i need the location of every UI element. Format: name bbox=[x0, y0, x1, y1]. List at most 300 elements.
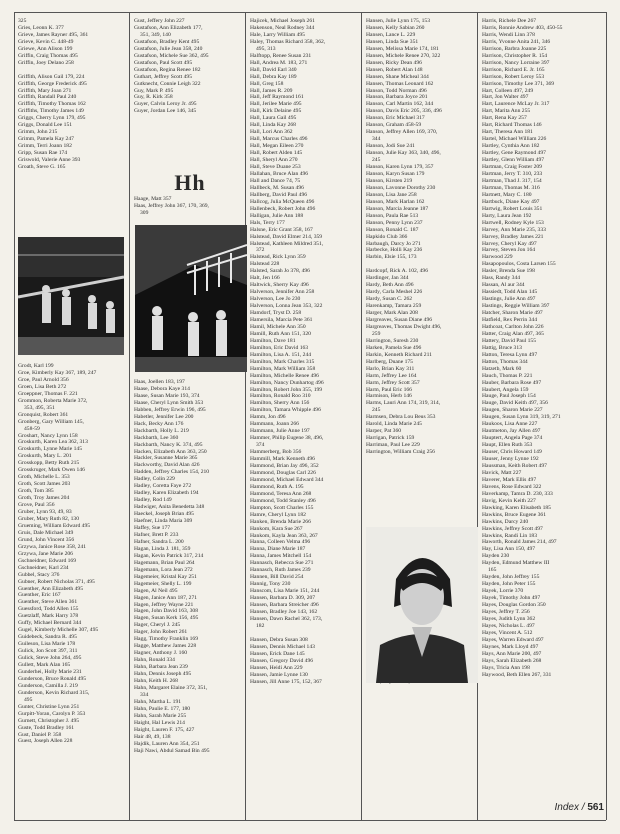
index-entry: Harlberg, Duane 175 bbox=[366, 358, 413, 365]
index-entry: 325 bbox=[18, 18, 27, 24]
index-entry: Hamilton, Mark Charles 315 bbox=[250, 358, 315, 365]
index-entry: Harris, Yvonne Anita 241, 346 bbox=[482, 38, 551, 45]
index-entry: Groth, Tom 385 bbox=[18, 488, 54, 495]
index-entry: Groshart, Nancy Lynn 158 bbox=[18, 432, 78, 439]
index-entry: Gustafson, Julie Jean 358, 240 bbox=[134, 45, 203, 52]
index-entry: Hartley, Glenn William 497 bbox=[482, 157, 545, 164]
index-entry: Hansen, Lance L. 229 bbox=[366, 31, 416, 38]
index-entry: Hayek, Lorrie 370 bbox=[482, 588, 524, 595]
index-entry: Grommon, Roberta Marie 372, bbox=[18, 397, 88, 404]
index-entry: Hapkido Club 366 bbox=[366, 233, 408, 240]
index-entry: Hallcog, Julia McQueen 496 bbox=[250, 198, 315, 205]
index-entry: Gustafson, Regina Renee 182 bbox=[134, 66, 201, 73]
index-entry: Hanson, Davis Eric 205, 336, 496 bbox=[366, 108, 442, 115]
index-entry: Hartel, Michael William 226 bbox=[482, 136, 547, 143]
index-entry: Havens, Rose Edward 322 bbox=[482, 483, 542, 490]
index-entry bbox=[18, 67, 130, 74]
index-entry: Hansen, Michele Renee 270, 322 bbox=[366, 52, 441, 59]
index-entry: Hanson, Penny Lynn 237 bbox=[366, 219, 423, 226]
index-entry: Harkin, Kenneth Richard 211 bbox=[366, 351, 432, 358]
footer-label: Index / bbox=[554, 802, 585, 813]
index-entry: Griggs, Cherry Lynn 179, 495 bbox=[18, 115, 86, 122]
index-entry: Hahn, Sarah Marie 255 bbox=[134, 712, 187, 719]
index-entry: Gustafson, Ann Elizabeth 177, bbox=[134, 24, 203, 31]
index-entry: Gunderson, Kevin Richard 315, bbox=[18, 689, 90, 696]
index-entry: Hatter, Craig Alan 497, 365 bbox=[482, 330, 544, 337]
index-entry: 165 bbox=[488, 567, 497, 574]
index-entry: Gries, Leonn K. 377 bbox=[18, 24, 64, 31]
index-entry: Hardcopf, Rick A. 102, 496 bbox=[366, 268, 428, 275]
index-entry: Gubner, Robert Nicholas 371, 495 bbox=[18, 578, 95, 585]
index-entry: Habetler, Jennifer Lee 200 bbox=[134, 413, 194, 420]
index-entry: Guyer, Jordan Lee 146, 345 bbox=[134, 108, 197, 115]
index-entry: Groen, Lisa Beth 272 bbox=[18, 383, 67, 390]
index-entry: Halstead, Rick Lynn 359 bbox=[250, 254, 306, 261]
index-entry: Groth, Scott James 203 bbox=[18, 481, 71, 488]
index-entry: Hass, Randy 344 bbox=[482, 275, 521, 282]
index-entry: Hayden, John Peter 155 bbox=[482, 581, 536, 588]
index-entry: Gunderhei, Holly Marie 231 bbox=[18, 668, 82, 675]
index-entry: Hatton, Teresa Lynn 497 bbox=[482, 351, 538, 358]
index-entry: Halsted, Sarah Jo 378, 496 bbox=[250, 268, 310, 275]
index-entry: Hayes, Warren Edward 497 bbox=[482, 636, 544, 643]
index-entry: Haugen, Susan Lynn 319, 319, 271 bbox=[482, 414, 561, 421]
index-entry: Griffith, Mary Joan 271 bbox=[18, 87, 72, 94]
index-entry: Hartley, Cynthia Ann 182 bbox=[482, 143, 540, 150]
index-entry: Hahn, Ronald 334 bbox=[134, 657, 175, 664]
index-entry: Hastings, Julie Ann 497 bbox=[482, 296, 536, 303]
index-entry: Hansen, Jamie Lynne 130 bbox=[250, 671, 308, 678]
index-entry: Hansen, Ricky Dean 496 bbox=[366, 59, 422, 66]
index-entry: Harrison, Richard E. Jr. 165 bbox=[482, 66, 545, 73]
index-entry: Hagan, Linda J. 181, 359 bbox=[134, 545, 191, 552]
index-entry: Hayes, Douglas Gordon 350 bbox=[482, 602, 546, 609]
index-entry: Hawkins, Darcy 240 bbox=[482, 518, 529, 525]
index-entry: Gugel, Kimberly Michelle 307, 495 bbox=[18, 627, 99, 634]
index-entry: Hansen, Shane Micheal 344 bbox=[366, 73, 429, 80]
index-entry: Hamilton, Nancy Dunhartog 496 bbox=[250, 379, 324, 386]
index-entry: Haefner, Linda Maria 309 bbox=[134, 518, 193, 525]
index-entry: Haase, Susan Marie 193, 374 bbox=[134, 392, 200, 399]
index-entry bbox=[366, 463, 478, 470]
index-entry: Griffith, Alison Gail 179, 224 bbox=[18, 73, 85, 80]
index-entry: 309 bbox=[140, 209, 149, 216]
index-entry: Hardinger, Jan 344 bbox=[366, 275, 409, 282]
index-entry: Hackbarth, Holly L. 219 bbox=[134, 427, 189, 434]
index-entry: Hamilton, Sherry Ann 156 bbox=[250, 400, 310, 407]
column-divider bbox=[606, 12, 607, 820]
index-entry: Hart, Richard Thomas 146 bbox=[482, 122, 542, 129]
index-entry: Hasler, Brenda Sue 198 bbox=[482, 268, 535, 275]
index-entry: Harwood 229 bbox=[482, 254, 513, 261]
index-entry: Hart, Rena Kay 257 bbox=[482, 115, 527, 122]
index-entry: Hafner, Sandra L. 200 bbox=[134, 538, 184, 545]
index-entry: Halligan, Julie Ann 188 bbox=[250, 212, 304, 219]
index-entry: Harmsen, Debra Lou Beus 353 bbox=[366, 414, 436, 421]
index-entry: Hammann, Joann 266 bbox=[250, 421, 299, 428]
index-entry: Grosskruger, Mark Owen 146 bbox=[18, 467, 85, 474]
index-entry: Hayes, Vincent A. 512 bbox=[482, 629, 533, 636]
index-entry: Haverkamp, Tamra D. 230, 333 bbox=[482, 490, 553, 497]
page-footer bbox=[555, 802, 605, 813]
index-entry: Hauser, Chris Howard 149 bbox=[482, 449, 542, 456]
index-entry: Hayden, Edmund Matthew III bbox=[482, 560, 550, 567]
index-entry: Hamdorf, Tryst D. 258 bbox=[250, 310, 302, 317]
index-entry: Griffith, George Frederick 495 bbox=[18, 80, 87, 87]
index-entry: Hardy, Susan C. 262 bbox=[366, 296, 413, 303]
index-entry: Hanson, Ronald C. 187 bbox=[366, 226, 419, 233]
index-entry: Hayes, Nicholas L. 497 bbox=[482, 622, 535, 629]
index-entry: Hay, Lisa Ann 150, 497 bbox=[482, 546, 536, 553]
index-entry: Hansen, Linda Sue 351 bbox=[366, 38, 419, 45]
index-entry: Hamill, Ruth Ann 151, 320 bbox=[250, 330, 311, 337]
index-entry: Griffith, Timothy Thomas 162 bbox=[18, 101, 86, 108]
index-entry: Hamilton, Robert John 355, 199 bbox=[250, 386, 323, 393]
index-entry: Hauber, Barbara Rose 497 bbox=[482, 379, 542, 386]
index-entry: Hartman, Thad J. 317, 154 bbox=[482, 177, 542, 184]
index-entry: Hall, Jeff Raymond 161 bbox=[250, 94, 304, 101]
index-entry: Haley, Thomas Richard 358, 362, bbox=[250, 38, 326, 45]
index-entry: Gustafson, Paul Scott 495 bbox=[134, 59, 193, 66]
index-entry: Hayden, John Jeffrey 155 bbox=[482, 574, 540, 581]
index-entry: Hayden 230 bbox=[482, 553, 510, 560]
index-entry: Hall, Megan Eileen 270 bbox=[250, 143, 304, 150]
index-entry: Hall, Kirk Delaine 495 bbox=[250, 108, 302, 115]
index-entry: Haas, Joellen 183, 197 bbox=[134, 379, 185, 385]
index-entry: Habben, Jeffrey Erwin 196, 495 bbox=[134, 406, 206, 413]
index-entry: Hayes, Judith Lynn 362 bbox=[482, 615, 536, 622]
index-entry: Hatcher, Sharon Marie 497 bbox=[482, 310, 543, 317]
index-entry: Grosskopp, Betty Ruth 215 bbox=[18, 460, 80, 467]
index-entry: Hanson, Lavonne Dorothy 230 bbox=[366, 184, 436, 191]
index-entry: Haight, Lauren F. 175, 427 bbox=[134, 726, 195, 733]
index-entry: Hanson, Carl Martin 162, 344 bbox=[366, 101, 434, 108]
index-entry: Guessford, Todd Allen 155 bbox=[18, 606, 79, 613]
column-divider bbox=[14, 12, 15, 820]
index-entry: Hanson, Marcia Jeanne 187 bbox=[366, 205, 429, 212]
index-entry: Hankom, Kayla Jean 363, 267 bbox=[250, 532, 318, 539]
index-column-1 bbox=[18, 18, 130, 171]
index-entry: Hamilton, Michelle Renee 496 bbox=[250, 372, 319, 379]
index-entry: Halverson, Lonna Jean 353, 322 bbox=[250, 303, 323, 310]
index-entry: Gunter, Christine Lynn 251 bbox=[18, 703, 80, 710]
index-entry: Hasapopoulos, Costa Larsen 155 bbox=[482, 261, 556, 268]
index-entry: Grund, John Vincent 356 bbox=[18, 536, 75, 543]
index-entry: Guenther, Eric 167 bbox=[18, 592, 61, 599]
index-entry: Hack, Becky Ann 176 bbox=[134, 420, 184, 427]
index-entry: 245 bbox=[372, 407, 381, 414]
index-entry: Gust, Jeffery John 227 bbox=[134, 18, 185, 24]
index-entry: Hale, Larry William 495 bbox=[250, 31, 305, 38]
index-entry: Harger, Mark Alan 208 bbox=[366, 310, 418, 317]
index-entry: Hahn, Martha L. 191 bbox=[134, 698, 182, 705]
index-entry: Griewe, Ann Alison 199 bbox=[18, 45, 73, 52]
index-entry: Hardy, Carla Meshel 226 bbox=[366, 289, 423, 296]
index-entry: Harrigan, Patrick 159 bbox=[366, 435, 415, 442]
index-entry: Hager, Cheryl J. 245 bbox=[134, 622, 181, 629]
index-entry: Hadwiger, Anita Benedetta 348 bbox=[134, 504, 205, 511]
index-entry: Harvey, Cheryl Kay 497 bbox=[482, 240, 537, 247]
index-entry: Groeppner, Thomas F. 221 bbox=[18, 390, 78, 397]
index-entry: Hawkins, Randi Lin 183 bbox=[482, 532, 538, 539]
index-entry: Guffy, Michael Bernard 344 bbox=[18, 620, 82, 627]
index-entry: Groth, Michelle L. 353 bbox=[18, 474, 70, 481]
index-entry: Harrington, Suresh 230 bbox=[366, 337, 419, 344]
index-entry: Grimm, Terri Joann 182 bbox=[18, 143, 72, 150]
index-entry: Hart, Colleen 497, 249 bbox=[482, 87, 534, 94]
index-entry: Hanson, Karyn Susan 179 bbox=[366, 170, 425, 177]
index-entry: Groskurth, Karen Lea 362, 313 bbox=[18, 439, 88, 446]
index-entry: Hautmeton, Jay Allen 497 bbox=[482, 428, 541, 435]
index-entry: Hays, Tricia Ann 198 bbox=[482, 664, 530, 671]
index-entry: Grieve, James Rayner 495, 361 bbox=[18, 31, 89, 38]
index-entry: 344 bbox=[372, 136, 381, 143]
index-entry: Hammond, Douglas Carl 226 bbox=[250, 469, 316, 476]
index-entry: Gronberg, Gary William 145, bbox=[18, 418, 84, 425]
index-entry: Guest, Joseph Allen 228 bbox=[18, 738, 73, 745]
index-entry: Hadden, Jeffrey Charles 154, 210 bbox=[134, 469, 210, 476]
index-entry: Haynes, Mark Lloyd 497 bbox=[482, 643, 539, 650]
index-entry: Grimm, John 215 bbox=[18, 129, 58, 136]
student-portrait-photo bbox=[366, 527, 478, 683]
building-railing-photo bbox=[135, 225, 247, 372]
index-entry: Gullett, Mark Alan 165 bbox=[18, 661, 71, 668]
index-entry: Hajdik, Lauren Ann 354, 251 bbox=[134, 740, 200, 747]
index-entry: Grimm, Pamela Kay 247 bbox=[18, 136, 74, 143]
index-entry: Hall, Steve Duane 253 bbox=[250, 164, 301, 171]
index-entry bbox=[366, 470, 478, 477]
index-entry: Hagemann, Brian Paul 264 bbox=[134, 559, 195, 566]
index-entry: Gubbel, Stacy 376 bbox=[18, 571, 60, 578]
index-entry: Hattig, Bruce 313 bbox=[482, 344, 522, 351]
index-entry: Hall, James R. 209 bbox=[250, 87, 293, 94]
index-entry: Grieve, Kevin C. 448-49 bbox=[18, 38, 74, 45]
index-entry: Hamersila, Marcia Pete 361 bbox=[250, 316, 313, 323]
index-entry: Hackbarth, Lee 360 bbox=[134, 434, 179, 441]
index-entry: Hays, Sarah Elizabeth 268 bbox=[482, 657, 542, 664]
index-entry: Hagner, Anthony J. 160 bbox=[134, 650, 188, 657]
index-entry: Guenther, Ann Elizabeth 495 bbox=[18, 585, 84, 592]
index-entry bbox=[366, 456, 478, 463]
index-entry: Hadley, Karen Elizabeth 194 bbox=[134, 490, 199, 497]
index-entry: Gripp, Susan Rae 174 bbox=[18, 150, 68, 157]
index-entry: Hammond, Todd Stanley 496 bbox=[250, 497, 316, 504]
index-entry: 495 bbox=[24, 696, 33, 703]
index-entry: Halftopp, Renee Susan 231 bbox=[250, 52, 312, 59]
index-entry: Halverson, Lee Jo 230 bbox=[250, 296, 301, 303]
index-entry: Harms, Lauri Ann 174, 319, 314, bbox=[366, 400, 441, 407]
index-entry: Harrison, Christopher R. 154 bbox=[482, 52, 548, 59]
index-entry: Groath, Steve G. 165 bbox=[18, 164, 66, 171]
index-entry: Harken, Pamela Sue 496 bbox=[366, 344, 422, 351]
index-entry: Hansen, Robert Alan 148 bbox=[366, 66, 423, 73]
index-entry: Hadley, Colin 229 bbox=[134, 476, 175, 483]
index-entry: Hamm, Jon 496 bbox=[250, 414, 286, 421]
index-entry: Hahn, Margaret Elaine 372, 351, bbox=[134, 684, 208, 691]
index-entry: Hartbuck, Diane Kay 497 bbox=[482, 198, 540, 205]
index-entry: Haworth, Ronald James 214, 497 bbox=[482, 539, 557, 546]
index-entry: 372 bbox=[256, 247, 265, 254]
index-entry: Hardy, Beth Ann 496 bbox=[366, 282, 414, 289]
index-entry: Hannig, Tony 230 bbox=[250, 581, 291, 588]
index-entry bbox=[366, 512, 478, 519]
index-entry: Hammerberg, Bob 356 bbox=[250, 449, 302, 456]
index-entry: Hansen, Barbara Streicher 496 bbox=[250, 602, 319, 609]
index-entry: Halverson, Jennifer Ann 258 bbox=[250, 289, 315, 296]
index-entry: Hagen, Janice Ann 187, 271 bbox=[134, 594, 198, 601]
index-entry: Hall, Laura Gail 495 bbox=[250, 115, 297, 122]
index-entry: Haeckel, Joseph Brian 495 bbox=[134, 511, 194, 518]
index-column-2-upper-extra bbox=[134, 196, 246, 217]
index-entry: Hannasch, Ruth James 239 bbox=[250, 567, 311, 574]
index-entry: Gurnett, Christopher J. 495 bbox=[18, 717, 80, 724]
index-entry: 351, 349, 140 bbox=[140, 31, 171, 38]
index-entry: Hanson, Graham 458-59 bbox=[366, 122, 422, 129]
index-entry: Hart, Theresa Ann 181 bbox=[482, 129, 533, 136]
index-entry: Hansen, Thomas Leonard 162 bbox=[366, 80, 434, 87]
index-entry: Harty, Laura Jean 192 bbox=[482, 212, 532, 219]
index-entry: Groskurth, Mary L. 201 bbox=[18, 453, 72, 460]
index-entry bbox=[366, 491, 478, 498]
index-entry: Haverer, Mark Ellis 497 bbox=[482, 476, 537, 483]
index-entry: Hanson, Mark Harlan 162 bbox=[366, 198, 425, 205]
index-entry: Hauch, Thomas P. 221 bbox=[482, 372, 533, 379]
index-entry: Hallahan, Bruce Alan 496 bbox=[250, 170, 309, 177]
index-entry: Gulick, Steve John 264, 495 bbox=[18, 655, 82, 662]
index-column-5 bbox=[482, 18, 594, 679]
index-entry: Hallenbeck, Robert John 496 bbox=[250, 205, 316, 212]
index-entry: Hanna, James Mitchell 154 bbox=[250, 553, 312, 560]
index-entry: Hartman, Craig Foster 209 bbox=[482, 164, 542, 171]
index-entry: Gust, Daniel P. 358 bbox=[18, 731, 62, 738]
index-entry: Guthart, Jeffrey Scott 495 bbox=[134, 73, 192, 80]
index-entry: Haji Nawi, Abdul Samad Bin 495 bbox=[134, 747, 210, 754]
index-entry: Haase, Debora Kaye 314 bbox=[134, 385, 190, 392]
index-entry: Groskurth, Lynne Marie 145 bbox=[18, 446, 83, 453]
index-entry: Gunderson, Camilla J. 219 bbox=[18, 682, 78, 689]
index-entry: Hammond, Michael Edward 344 bbox=[250, 476, 324, 483]
index-entry: Harrison, Barbra Joanne 225 bbox=[482, 45, 547, 52]
index-entry: Hansen, Dawn Rachel 362, 173, bbox=[250, 615, 323, 622]
index-entry: Harriman, Paul Lee 229 bbox=[366, 442, 420, 449]
index-entry: Griffin, Craig Thomas 495 bbox=[18, 52, 78, 59]
index-entry: Gutknecht, Connie Leigh 322 bbox=[134, 80, 201, 87]
index-entry: 259 bbox=[372, 330, 381, 337]
bottom-rule bbox=[14, 820, 606, 821]
index-entry: Harris, Richele Dee 267 bbox=[482, 18, 537, 24]
index-entry: Hampton, Scott Charles 155 bbox=[250, 504, 314, 511]
index-entry: Hansen, Julie Lynn 175, 153 bbox=[366, 18, 431, 24]
index-entry: Hanson, Eric Michael 317 bbox=[366, 115, 425, 122]
index-entry: Hauge, Paul Joseph 154 bbox=[482, 393, 536, 400]
index-entry: Hawkins, Jeffrey Scott 497 bbox=[482, 525, 543, 532]
index-entry bbox=[366, 477, 478, 484]
index-entry: 334 bbox=[140, 691, 149, 698]
index-entry: Harrington, William Craig 256 bbox=[366, 449, 435, 456]
index-entry: Gronquist, Robert 361 bbox=[18, 411, 69, 418]
index-entry: Hacken, Elizabeth Ann 363, 250 bbox=[134, 448, 207, 455]
index-entry: Hannen, Bill David 254 bbox=[250, 574, 304, 581]
index-entry: Halstead 228 bbox=[250, 261, 280, 268]
index-entry: Hall, Robert Alden 145 bbox=[250, 150, 303, 157]
index-entry: Hackworthy, David Alan 426 bbox=[134, 462, 200, 469]
index-entry: Hagemann, Lora Jean 272 bbox=[134, 566, 193, 573]
index-entry: Hahn, Paulie E. 177, 180 bbox=[134, 705, 191, 712]
index-entry: Hagen, John David 163, 308 bbox=[134, 608, 199, 615]
index-entry: Hallberg, David Paul 496 bbox=[250, 191, 308, 198]
index-entry: Hamilton, Eric David 163 bbox=[250, 344, 309, 351]
index-entry: Haubert, Angela 159 bbox=[482, 386, 529, 393]
index-entry bbox=[366, 498, 478, 505]
index-entry: Guileson, Lisa Marie 178 bbox=[18, 641, 76, 648]
index-entry: Harvey, Steven Jon 164 bbox=[482, 247, 536, 254]
index-entry: Hall, Greg 158 bbox=[250, 80, 284, 87]
index-entry: Hansen, Dennis Michael 143 bbox=[250, 643, 315, 650]
index-entry: Haas, Jeffrey John 367, 170, 369, bbox=[134, 202, 209, 209]
index-entry: Hartman, Jerry T. 310, 233 bbox=[482, 170, 543, 177]
index-entry: Hansen, Debra Susan 308 bbox=[250, 636, 308, 643]
index-entry: Hansen, Barbara D. 309, 207 bbox=[250, 595, 316, 602]
index-entry: Harvey, Ann Marie 235, 333 bbox=[482, 226, 546, 233]
index-entry: 182 bbox=[256, 622, 265, 629]
index-entry bbox=[366, 505, 478, 512]
index-entry: Hagg, Timothy Franklin 169 bbox=[134, 636, 199, 643]
index-entry: Hagge, Matthew James 228 bbox=[134, 643, 197, 650]
index-entry: Hall, Debra Kay 189 bbox=[250, 73, 297, 80]
index-entry: Hawking, Karen Elisabeth 185 bbox=[482, 504, 551, 511]
index-entry: Grove, Paul 356 bbox=[18, 502, 55, 509]
index-entry: Hahn, Dennis Joseph 495 bbox=[134, 671, 192, 678]
index-entry: Hamre, Cheryl Lynn 182 bbox=[250, 511, 306, 518]
index-entry: Hart, Jon Walter 497 bbox=[482, 94, 529, 101]
index-entry: Hamilton, Dave 181 bbox=[250, 337, 296, 344]
index-entry: Hanna, Colleen Velma 496 bbox=[250, 539, 311, 546]
index-entry: Groe, Kimberly Kay 367, 189, 247 bbox=[18, 369, 97, 376]
index-entry: Hatton, Thomas 344 bbox=[482, 358, 528, 365]
index-entry: Guste, Todd Bradley 161 bbox=[18, 724, 75, 731]
index-entry: Hamilton, Lisa A. 151, 244 bbox=[250, 351, 312, 358]
index-entry: Hansen, Heidi Ann 229 bbox=[250, 664, 303, 671]
index-entry: 458-59 bbox=[24, 425, 40, 432]
index-entry: Hansen, Gregory David 496 bbox=[250, 657, 314, 664]
index-entry: Hagen, Susan Kerk 156, 495 bbox=[134, 615, 199, 622]
index-entry: Hanna, Diane Marie 187 bbox=[250, 546, 306, 553]
index-entry: Hammill, Mark Kenneth 496 bbox=[250, 456, 315, 463]
index-entry: 374 bbox=[256, 442, 265, 449]
index-entry: Harrison, Nancy Lorraine 397 bbox=[482, 59, 550, 66]
index-entry: Hanson, Barbara Joyce 201 bbox=[366, 94, 428, 101]
index-entry: Harold, Linda Marie 245 bbox=[366, 421, 422, 428]
index-column-3 bbox=[250, 18, 362, 686]
index-entry: 245 bbox=[372, 157, 381, 164]
index-entry: Harbin, Elsie 155, 173 bbox=[366, 254, 417, 261]
index-entry bbox=[366, 484, 478, 491]
index-entry: Hanken, Brenda Marie 266 bbox=[250, 518, 311, 525]
index-entry: Hammer, Philip Eugene 38, 496, bbox=[250, 435, 324, 442]
index-entry: Hauge, David Keith 497, 356 bbox=[482, 400, 548, 407]
index-column-2-lower bbox=[134, 379, 246, 754]
index-entry: Grueming, William Edward 495 bbox=[18, 522, 91, 529]
index-entry: Harris, Wendi Linn 378 bbox=[482, 31, 535, 38]
index-entry: Hagemeier, Shelly L. 199 bbox=[134, 580, 192, 587]
index-entry: Hannasch, Rebecca Sue 271 bbox=[250, 560, 314, 567]
index-entry: Grzywa, Janice Rose 358, 241 bbox=[18, 543, 87, 550]
index-entry: Hamilton, Tamara Whipple 496 bbox=[250, 407, 321, 414]
index-entry: Hair 48, 49, 138 bbox=[134, 733, 171, 740]
index-entry: Hassan, Al aur 344 bbox=[482, 282, 525, 289]
index-entry: Hankom, Kara Sue 267 bbox=[250, 525, 303, 532]
index-entry: Haukoos, Lisa Anne 227 bbox=[482, 421, 538, 428]
